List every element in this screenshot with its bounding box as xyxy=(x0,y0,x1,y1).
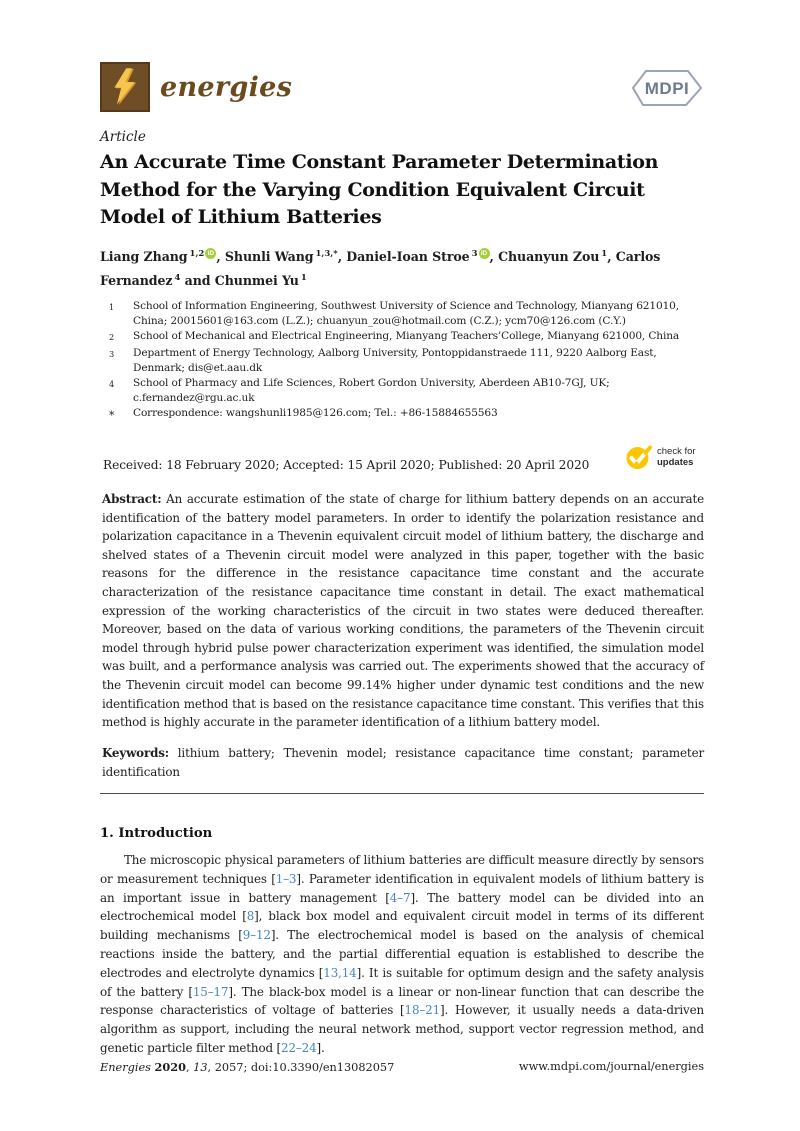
author-name: Liang Zhang xyxy=(100,249,188,265)
author-affiliation-sup: 1 xyxy=(300,272,307,283)
affiliation-row xyxy=(108,346,700,376)
author-affiliation-sup: 1,3,* xyxy=(315,249,338,259)
body-text: ]. The battery model can be divided into an electrochemical model [ xyxy=(100,890,705,924)
body-text: ]. The electrochemical model is based on the analysis of chemical reactions inside the battery, and the partial differential equation is established to describe the electrodes and electrolyte dynamics [ xyxy=(100,928,704,980)
footer-sep: , xyxy=(185,1061,194,1074)
journal-wordmark: energies xyxy=(160,71,293,103)
keywords-label: Keywords: xyxy=(102,746,170,760)
citation-link[interactable]: 9–12 xyxy=(242,928,271,943)
section-heading-introduction: 1. Introduction xyxy=(100,826,213,841)
author-affiliation-sup: 1,2 xyxy=(189,249,205,259)
body-text: ], black box model and equivalent circuit model in terms of its different building mechanisms [ xyxy=(100,909,704,943)
page-footer xyxy=(100,1060,704,1074)
paper-title: An Accurate Time Constant Parameter Determination Method for the Varying Condition Equivalent Circuit Model of Lithium Batteries xyxy=(100,151,659,228)
affiliation-text: School of Pharmacy and Life Sciences, Robert Gordon University, Aberdeen AB10-7GJ, UK; c.fernandez@rgu.ac.uk xyxy=(133,377,610,405)
affiliations-list xyxy=(108,299,700,424)
author-name: Daniel-Ioan Stroe xyxy=(346,249,470,265)
orcid-icon[interactable]: iD xyxy=(479,248,490,259)
author-affiliation-sup: 3 xyxy=(471,249,478,259)
footer-journal-name: Energies xyxy=(100,1061,151,1074)
affiliation-marker: 4 xyxy=(109,379,115,390)
badge-line1: check for xyxy=(657,446,696,457)
article-type-label: Article xyxy=(100,129,146,145)
body-text: ]. It is suitable for optimum design and the safety analysis of the battery [ xyxy=(100,965,704,999)
affiliation-marker: * xyxy=(109,409,115,423)
energies-logo-square xyxy=(100,62,150,112)
section-divider xyxy=(100,793,704,794)
citation-link[interactable]: 18–21 xyxy=(404,1003,440,1018)
author-affiliation-sup: 4 xyxy=(174,272,181,283)
author-affiliation-sup: 1 xyxy=(601,249,608,259)
affiliation-text: Correspondence: wangshunli1985@126.com; Tel.: +86-15884655563 xyxy=(133,407,498,420)
body-text: ]. However, it usually needs a data-driven algorithm as support, including the neural network method, support vector regression method, and genetic particle filter method [ xyxy=(100,1003,704,1055)
citation-link[interactable]: 13,14 xyxy=(323,965,357,980)
body-text: ]. Parameter identification in equivalent models of lithium battery is an important issue in battery management [ xyxy=(100,871,704,905)
affiliation-row xyxy=(108,406,700,423)
citation-link[interactable]: 15–17 xyxy=(192,984,229,999)
badge-line2: updates xyxy=(657,457,694,468)
keywords xyxy=(102,744,704,781)
footer-citation xyxy=(100,1060,394,1074)
body-text: The microscopic physical parameters of lithium batteries are difficult measure directly by sensors or measurement techniques [ xyxy=(100,853,704,886)
footer-volume: 13 xyxy=(193,1061,208,1074)
energies-logo[interactable] xyxy=(100,62,292,112)
mdpi-logo-text: MDPI xyxy=(644,79,690,98)
footer-journal-url[interactable]: www.mdpi.com/journal/energies xyxy=(518,1060,704,1073)
footer-doi: , 2057; doi:10.3390/en13082057 xyxy=(207,1061,395,1074)
citation-link[interactable]: 4–7 xyxy=(389,890,411,905)
citation-link[interactable]: 1–3 xyxy=(275,871,297,886)
affiliation-text: Department of Energy Technology, Aalborg University, Pontoppidanstraede 111, 9220 Aalborg East, Denmark; dis@et.aau.dk xyxy=(133,346,657,374)
orcid-icon[interactable]: iD xyxy=(205,248,216,259)
author-name: Carlos Fernandez xyxy=(100,249,661,288)
affiliation-text: School of Mechanical and Electrical Engineering, Mianyang Teachers’College, Mianyang 621000, China xyxy=(133,330,680,343)
citation-link[interactable]: 8 xyxy=(246,909,255,924)
abstract xyxy=(102,490,704,732)
author-name: Shunli Wang xyxy=(224,249,314,265)
body-text: ]. xyxy=(316,1040,325,1055)
introduction-paragraph xyxy=(100,851,704,1058)
affiliation-row xyxy=(108,376,700,406)
affiliation-marker: 3 xyxy=(109,348,115,359)
affiliation-text: School of Information Engineering, Southwest University of Science and Technology, Mianyang 621010, China; 20015601@163.com (L.Z.); chuanyun_zou@hotmail.com (C.Z.); ycm70@126.com (C.Y.) xyxy=(133,300,679,328)
check-for-updates-badge[interactable] xyxy=(626,444,696,470)
abstract-label: Abstract: xyxy=(102,492,162,506)
affiliation-row xyxy=(108,329,700,345)
footer-year: 2020 xyxy=(154,1060,186,1074)
keywords-text: lithium battery; Thevenin model; resistance capacitance time constant; parameter identification xyxy=(102,746,704,779)
author-name: Chuanyun Zou xyxy=(498,249,600,265)
check-for-updates-text xyxy=(657,446,696,468)
lightning-bolt-icon xyxy=(110,67,140,107)
authors-line: Liang Zhang $^{1,2}$ iD , Shunli Wang $^{1,3,*}$, Daniel-Ioan Stroe $^3$ iD , Chuanyun Zou $^1$, Carlos Fernandez $^4$ and Chunmei Yu $^1$ xyxy=(100,249,661,288)
checkmark-icon xyxy=(626,444,652,470)
citation-link[interactable]: 22–24 xyxy=(281,1040,317,1055)
affiliation-marker: 1 xyxy=(109,302,115,312)
dates-line: Received: 18 February 2020; Accepted: 15 April 2020; Published: 20 April 2020 xyxy=(103,458,590,472)
author-name: Chunmei Yu xyxy=(214,272,299,288)
affiliation-row xyxy=(108,299,700,329)
affiliation-marker: 2 xyxy=(109,332,115,343)
abstract-text: An accurate estimation of the state of charge for lithium battery depends on an accurate identification of the battery model parameters. In order to identify the polarization resistance and polarization capacitance in a Thevenin equivalent circuit model of lithium battery, the discharge and shelved states of a Thevenin circuit model were analyzed in this paper, together with the basic reasons for the difference in the resistance capacitance time constant and the accurate characterization of the resistance capacitance time constant in detail. The exact mathematical expression of the working characteristics of the circuit in two states were deduced thereafter. Moreover, based on the data of various working conditions, the parameters of the Thevenin circuit model through hybrid pulse power characterization experiment was identified, the simulation model was built, and a performance analysis was carried out. The experiments showed that the accuracy of the Thevenin circuit model can become 99.14% higher under dynamic test conditions and the new identification method that is based on the resistance capacitance time constant. This verifies that this method is highly accurate in the parameter identification of a lithium battery model. xyxy=(102,492,704,730)
body-text: ]. The black-box model is a linear or non-linear function that can describe the response characteristics of voltage of batteries [ xyxy=(100,984,704,1018)
mdpi-logo[interactable] xyxy=(630,68,704,112)
